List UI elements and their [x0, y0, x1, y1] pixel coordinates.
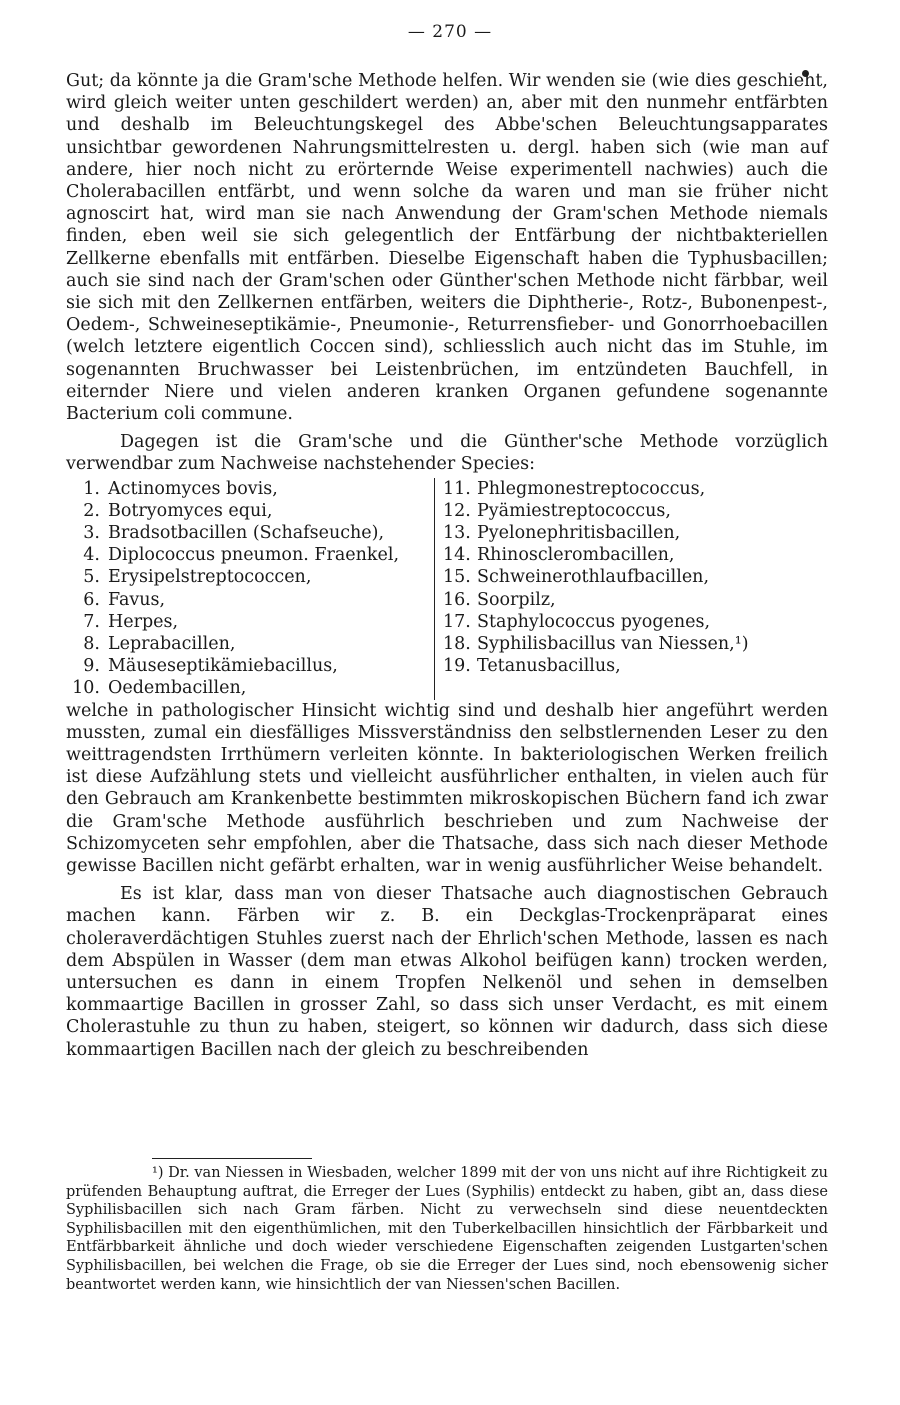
species-number: 4. — [83, 545, 100, 566]
paragraph-3: welche in pathologischer Hinsicht wichtig sind und deshalb hier angeführt werden mussten, zumal ein diesfälliges Missverständniss den selbstlernenden Leser zu den weittragendsten Irrthümern verleiten könnte. In bakteriologischen Werken freilich ist diese Aufzählung stets und vielleicht ausführlicher enthalten, in vielen auch für den Gebrauch am Krankenbette bestimmten mikroskopischen Büchern fand ich zwar die Gram'sche Methode ausführlich beschrieben und zum Nachweise der Schizomyceten sehr empfohlen, aber die Thatsache, dass sich nach dieser Methode gewisse Bacillen nicht gefärbt erhalten, war in wenig ausführlicher Weise behandelt. — [66, 700, 828, 876]
species-number: 1. — [83, 478, 100, 499]
species-name: Syphilisbacillus van Niessen,¹) — [477, 633, 749, 654]
species-item — [66, 522, 430, 544]
species-number: 8. — [83, 633, 100, 654]
page-number: — 270 — — [407, 22, 493, 42]
species-item — [443, 566, 749, 588]
species-name: Leprabacillen, — [108, 633, 236, 654]
species-list — [66, 478, 828, 700]
species-name: Mäuseseptikämiebacillus, — [108, 656, 338, 677]
species-name: Schweinerothlaufbacillen, — [477, 567, 710, 588]
paragraph-1: Gut; da könnte ja die Gram'sche Methode helfen. Wir wenden sie (wie dies geschieht, wird gleich weiter unten geschildert werden) an, aber mit den nunmehr entfärbten und deshalb im Beleuchtungskegel des Abbe'schen Beleuchtungsapparates unsichtbar gewordenen Nahrungsmittelresten u. dergl. haben sich (wie man auf andere, hier noch nicht zu erörternde Weise experimentell nachwies) auch die Cholerabacillen entfärbt, und wenn solche da waren und man sie früher nicht agnoscirt hat, wird man sie nach Anwendung der Gram'schen Methode niemals finden, eben weil sie sich gelegentlich der Entfärbung der nichtbakteriellen Zellkerne ebenfalls mit entfärben. Dieselbe Eigenschaft haben die Typhusbacillen; auch sie sind nach der Gram'schen oder Günther'schen Methode nicht färbbar, weil sie sich mit den Zellkernen entfärben, weiters die Diphtherie-, Rotz-, Bubonenpest-, Oedem-, Schweineseptikämie-, Pneumonie-, Returrensfieber- und Gonorrhoebacillen (welch letztere eigentlich Coccen sind), schliesslich auch nicht das im Stuhle, im sogenannten Bruchwasser bei Leistenbrüchen, im entzündeten Bauchfell, in eiternder Niere und vielen anderen kranken Organen gefundene sogenannte Bacterium coli commune. — [66, 71, 828, 425]
footnote: ¹) Dr. van Niessen in Wiesbaden, welcher 1899 mit der von uns nicht auf ihre Richtigkeit zu prüfenden Behauptung auftrat, die Erreger der Lues (Syphilis) entdeckt zu haben, gibt an, dass diese Syphilisbacillen sich nach Gram färben. Nicht zu verwechseln sind diese neuentdeckten Syphilisbacillen mit den eigenthümlichen, mit den Tuberkelbacillen hinsichtlich der Färbbarkeit und Entfärbbarkeit ähnliche und doch wieder verschiedene Eigenschaften zeigenden Lustgarten'schen Syphilisbacillen, bei welchen die Frage, ob sie die Erreger der Lues sind, noch ebensowenig sicher beantwortet werden kann, wie hinsichtlich der van Niessen'schen Bacillen. — [66, 1165, 828, 1293]
species-name: Actinomyces bovis, — [108, 478, 278, 499]
species-number: 15. — [443, 567, 471, 588]
species-item — [443, 500, 749, 522]
species-number: 6. — [83, 589, 100, 610]
species-number: 16. — [443, 589, 471, 610]
species-item — [66, 677, 430, 699]
species-item — [66, 478, 430, 500]
species-name: Bradsotbacillen (Schafseuche), — [108, 523, 385, 544]
species-number: 3. — [83, 523, 100, 544]
paragraph-2: Dagegen ist die Gram'sche und die Günther'sche Methode vorzüglich verwendbar zum Nachweise nachstehender Species: — [66, 432, 828, 475]
species-list-left — [66, 478, 430, 700]
species-name: Pyämiestreptococcus, — [477, 500, 671, 521]
species-name: Tetanusbacillus, — [477, 656, 621, 677]
species-item — [443, 655, 749, 677]
species-item — [66, 611, 430, 633]
species-item — [443, 633, 749, 655]
species-item — [66, 500, 430, 522]
species-name: Phlegmonestreptococcus, — [477, 478, 706, 499]
species-item — [443, 611, 749, 633]
species-number: 5. — [83, 567, 100, 588]
species-item — [443, 589, 749, 611]
species-item — [66, 589, 430, 611]
species-name: Favus, — [108, 589, 166, 610]
species-name: Rhinosclerombacillen, — [477, 545, 675, 566]
species-number: 17. — [443, 611, 471, 632]
species-name: Oedembacillen, — [108, 678, 247, 699]
species-number: 10. — [72, 678, 100, 699]
species-name: Diplococcus pneumon. Fraenkel, — [108, 545, 400, 566]
species-number: 7. — [83, 611, 100, 632]
species-item — [66, 633, 430, 655]
paragraph-4: Es ist klar, dass man von dieser Thatsache auch diagnostischen Gebrauch machen kann. Färben wir z. B. ein Deckglas-Trockenpräparat eines choleraverdächtigen Stuhles zuerst nach der Ehrlich'schen Methode, lassen es nach dem Abspülen in Wasser (dem man etwas Alkohol beifügen kann) trocken werden, untersuchen es dann in einem Tropfen Nelkenöl und sehen in demselben kommaartige Bacillen in grosser Zahl, so dass sich unser Verdacht, es mit einem Cholerastuhle zu thun zu haben, steigert, so können wir dadurch, dass sich diese kommaartigen Bacillen nach der gleich zu beschreibenden — [66, 884, 828, 1060]
species-item — [443, 478, 749, 500]
species-name: Erysipelstreptococcen, — [108, 567, 312, 588]
species-item — [66, 655, 430, 677]
species-number: 11. — [443, 478, 471, 499]
species-name: Soorpilz, — [477, 589, 556, 610]
species-list-right — [434, 478, 749, 700]
species-item — [443, 544, 749, 566]
species-item — [66, 544, 430, 566]
species-name: Pyelonephritisbacillen, — [477, 523, 681, 544]
species-name: Herpes, — [108, 611, 179, 632]
species-number: 19. — [443, 656, 471, 677]
body-text — [66, 70, 828, 1061]
species-number: 2. — [83, 500, 100, 521]
species-number: 9. — [83, 656, 100, 677]
species-item — [443, 522, 749, 544]
species-number: 14. — [443, 545, 471, 566]
species-number: 12. — [443, 500, 471, 521]
species-name: Botryomyces equi, — [108, 500, 273, 521]
species-number: 13. — [443, 523, 471, 544]
footnote-rule — [152, 1158, 312, 1159]
species-item — [66, 566, 430, 588]
species-name: Staphylococcus pyogenes, — [477, 611, 711, 632]
species-number: 18. — [443, 633, 471, 654]
